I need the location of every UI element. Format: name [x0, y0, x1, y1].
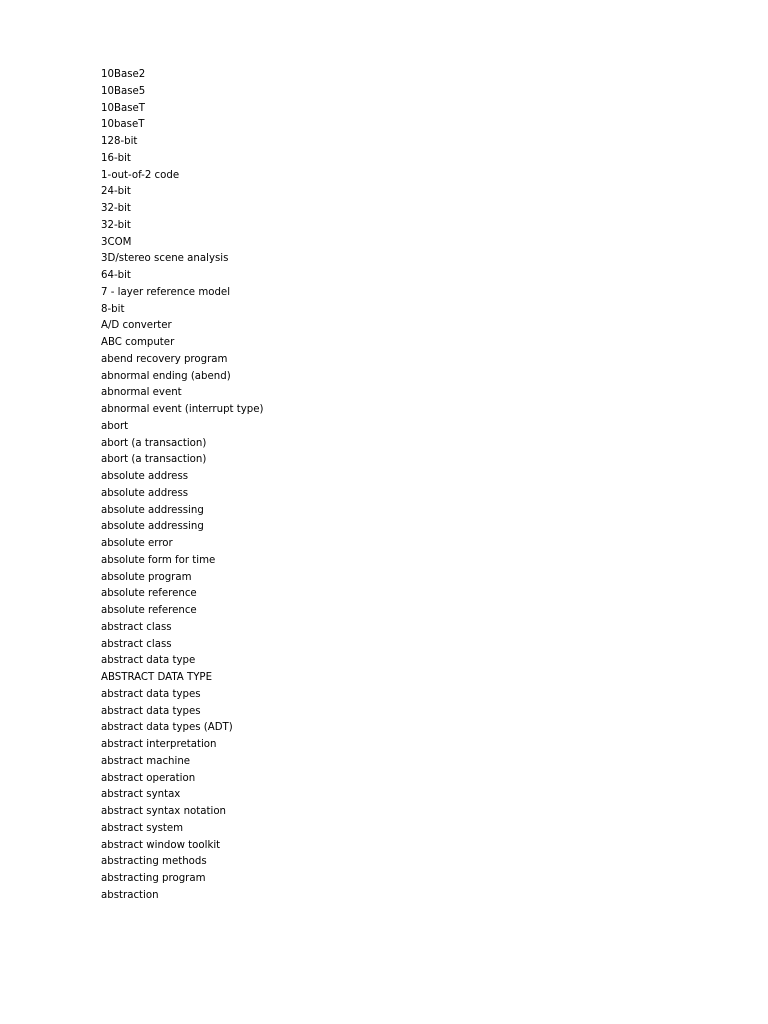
list-item: absolute addressing — [101, 504, 204, 516]
list-item: abstract data types — [101, 705, 201, 717]
list-item: abstract data type — [101, 655, 196, 667]
list-item: abstracting program — [101, 873, 206, 884]
list-item: abort (a transaction) — [101, 437, 207, 449]
list-item: abstract window toolkit — [101, 839, 221, 851]
list-item: abstract class — [101, 638, 172, 650]
term-list — [101, 67, 264, 905]
list-item: absolute program — [101, 571, 192, 583]
list-item: absolute reference — [101, 588, 197, 600]
list-item: absolute form for time — [101, 554, 216, 566]
list-item: absolute address — [101, 471, 189, 482]
list-item: absolute addressing — [101, 521, 204, 533]
list-item: 24-bit — [101, 186, 131, 198]
list-item: abstract class — [101, 621, 172, 633]
list-item: absolute error — [101, 538, 173, 549]
list-item: 1-out-of-2 code — [101, 169, 180, 181]
list-item: abstract syntax notation — [101, 806, 227, 817]
list-item: abort (a transaction) — [101, 454, 207, 466]
list-item: 10Base2 — [101, 69, 146, 80]
list-item: 10BaseT — [101, 102, 145, 114]
list-item: absolute address — [101, 487, 189, 499]
list-item: 3D/stereo scene analysis — [101, 253, 229, 265]
list-item: 7 - layer reference model — [101, 286, 231, 298]
list-item: 64-bit — [101, 270, 131, 281]
list-item: 32-bit — [101, 219, 131, 231]
list-item: abstract syntax — [101, 789, 181, 801]
list-item: ABSTRACT DATA TYPE — [101, 672, 213, 683]
list-item: abort — [101, 420, 129, 432]
list-item: abnormal ending (abend) — [101, 370, 231, 382]
list-item: abnormal event — [101, 387, 182, 399]
list-item: ABC computer — [101, 337, 175, 348]
list-item: 16-bit — [101, 152, 131, 164]
list-item: abstract machine — [101, 755, 191, 767]
list-item: 10Base5 — [101, 85, 146, 97]
list-item: abstract interpretation — [101, 739, 217, 750]
list-item: 128-bit — [101, 136, 138, 147]
list-item: abstracting methods — [101, 856, 207, 868]
list-item: abstract data types — [101, 688, 201, 700]
list-item: A/D converter — [101, 320, 172, 332]
list-item: abnormal event (interrupt type) — [101, 404, 264, 415]
list-item: 3COM — [101, 236, 132, 248]
list-item: 8-bit — [101, 303, 125, 315]
list-item: 32-bit — [101, 203, 131, 214]
list-item: absolute reference — [101, 605, 197, 616]
list-item: abstract data types (ADT) — [101, 722, 233, 734]
list-item: abstraction — [101, 889, 159, 901]
list-item: abend recovery program — [101, 353, 228, 365]
list-item: abstract operation — [101, 772, 196, 784]
list-item: abstract system — [101, 822, 184, 834]
list-item: 10baseT — [101, 119, 145, 131]
